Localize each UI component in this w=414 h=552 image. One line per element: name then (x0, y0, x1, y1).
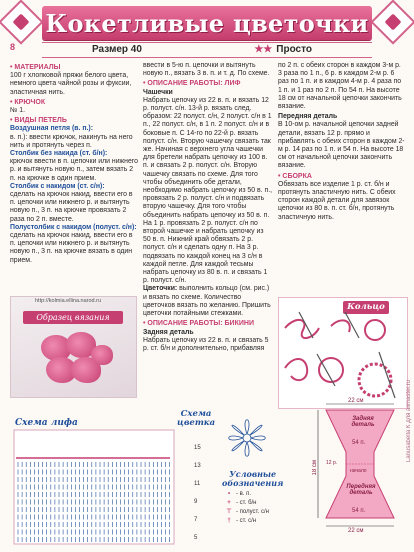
header (0, 0, 414, 62)
difficulty-label: Просто (276, 44, 312, 55)
assembly-text: Обвязать все изделие 1 р. ст. б/н и протянуть эластичную нить. С обеих сторон каждой детали для завязок цепочки из 80 в. п. ст. б/н, протянуть эластичную нить. (278, 180, 396, 221)
schema-cvetka-label (177, 410, 215, 428)
cups-title: Чашечки (143, 88, 173, 96)
size-label: Размер 40 (92, 44, 142, 55)
corner-ornament-left (0, 0, 44, 45)
row-number: 11 (194, 481, 201, 487)
legend-symbol: ⊤ (226, 509, 232, 515)
ring-step-3 (365, 320, 385, 340)
legend (222, 490, 269, 526)
legend-symbol: • (227, 491, 231, 497)
page-title: Кокетливые цветочки (45, 9, 369, 38)
legend-symbol: † (227, 518, 231, 524)
legend-item (222, 490, 269, 499)
cvetka-petal (251, 436, 265, 440)
cvetka-petal (245, 442, 249, 456)
info-bar (42, 42, 372, 58)
cvetka-petal (229, 436, 243, 440)
sc-title: Столбик без накида (ст. б/н): (10, 150, 108, 158)
intro-text: ввести в 5-ю п. цепочки и вытянуть новую п., вязать 3 в. п. и т. д. По схеме. (143, 62, 270, 78)
hook-title: • КРЮЧОК (10, 98, 46, 106)
back-text: Набрать цепочку из 22 в. п. и связать 5 р. ст. б/н и дополнительно, прибавляя (143, 336, 269, 352)
front-text: В 10-ом р. начальной цепочки задней детали, вязать 12 р. прямо и прибавлять с обеих сторон в каждом 2-м р. 14 раз по 1 п. и 54 п. На высоте 18 см от начальной цепочки закончить вязание. (278, 121, 405, 170)
legend-title-1: Условные (229, 469, 277, 479)
flowers-title: Цветочки: (143, 285, 178, 293)
column-1 (10, 62, 138, 265)
front-part-label: Передняя деталь (346, 484, 376, 496)
ring-step-4 (285, 359, 307, 380)
schema-cvetka-drawing (212, 405, 282, 471)
hook-text: № 1. (10, 107, 26, 115)
materials-text: 100 г хлопковой пряжи белого цвета, немного цвета чайной розы и фуксии, эластичная нить. (10, 72, 132, 96)
back-title: Задняя деталь (143, 328, 194, 336)
ring-label: Кольцо (343, 301, 389, 314)
schema-cvetka-label-2: цветка (177, 418, 216, 428)
cups-text: Набрать цепочку из 22 в. п. и вязать 12 р. полуст. с/н. 13-й р. вязать след. образом: 22 полуст. с/н, 2 полуст. с/н в 1 п., 22 полуст. с/н, в 1 п. 2 полуст. с/н и в боковые п. С 14-го по 22-й р. вязать полуст. с/н. Вторую чашечку связать так же. Начиная с верхнего угла чашечки для бретели набрать цепочку из 100 в. п. и связать 2 р. полуст. с/н. Вторую чашечку связать по схеме. Для того чтобы объединить обе детали, необходимо набрать цепочку из 50 в. п., провязать 2 р. полуст. с/н и подвязать вторую чашечку. Для того чтобы объединить набрать цепочку из 50 в. п. На 1 р. провязать 2 р. полуст. с/н по второй чашечке и набрать цепочку из 50 в. п. Нижний край обвязать 2 р. полуст. с/н и сделать одну п. На 3 р. подвязать по каждой конец на 3 с/н в каждой петле. Для каждой тесьмы набрать цепочку из 80 в. п. и связать 1 р. полуст. с/н. (143, 96, 273, 285)
page-number: 8 (10, 42, 16, 52)
row-number: 9 (194, 499, 198, 505)
side-left-label: 12 р. (326, 460, 338, 466)
legend-item (222, 508, 269, 517)
row-number: 13 (194, 463, 201, 469)
front-title: Передняя деталь (278, 113, 338, 121)
col3-text: по 2 п. с обеих сторон в каждом 3-м р. 3 раза по 1 п., 6 р. в каждом 2-м р. 6 раз по 1 п. и в каждом 4-м р. 4 раза по 1 п. и 1 раз по 2 п. По 54 п. На высоте 18 см от начальной цепочки закончить вязание. (278, 62, 402, 111)
schema-lifa-label: Схема лифа (15, 418, 78, 428)
row-numbers (194, 439, 201, 547)
hdc-title: Полустолбик с накидом (полуст. с/н): (10, 223, 137, 231)
legend-text: - ст. с/н (236, 518, 257, 524)
bottom-width-label: 22 см (348, 528, 364, 534)
legend-title-2: обозначения (222, 478, 284, 488)
schema-lifa-drawing (10, 428, 176, 546)
legend-text: - в. п. (236, 491, 252, 497)
column-2 (143, 62, 273, 353)
bikini-title: • ОПИСАНИЕ РАБОТЫ: БИКИНИ (143, 320, 254, 328)
legend-text: - полуст. с/н (236, 509, 269, 515)
back-size-label: 54 п. (352, 440, 366, 446)
title-band (42, 6, 372, 40)
dc-title: Столбик с накидом (ст. с/н): (10, 182, 105, 190)
legend-text: - ст. б/н (236, 500, 257, 506)
flower-petal (91, 345, 113, 365)
cvetka-petal (250, 441, 262, 451)
flowers-text: выполнить кольцо (см. рис.) и вязать по схеме. Количество цветочков вязать по желанию. Пришить цветочки потайными стежками. (143, 285, 271, 318)
cvetka-petal (232, 441, 244, 451)
cvetka-petal (245, 420, 249, 434)
row-number: 15 (194, 445, 201, 451)
difficulty (254, 44, 312, 55)
ring-step-1 (285, 320, 319, 338)
air-loop-text: в. п.): ввести крючок, накинуть на него нить и протянуть через п. (10, 133, 133, 149)
cvetka-petal (250, 425, 262, 435)
ring-step-2 (331, 320, 350, 332)
sc-text: крючок ввести в п. цепочки или нижнего р. и вытянуть новую п., затем вязать 2 п. на крючке в один прием. (10, 158, 139, 182)
hook-line (345, 312, 359, 338)
bikini-pattern (312, 390, 408, 540)
cvetka-center (243, 434, 251, 442)
row-number: 5 (194, 535, 198, 541)
top-width-label: 22 см (348, 398, 364, 404)
materials-title: • МАТЕРИАЛЫ (10, 64, 61, 71)
legend-symbol: + (227, 500, 231, 506)
cvetka-petal (232, 425, 244, 435)
photo-url: http://kolmia.ellina.narod.ru (35, 298, 102, 304)
watermark: Lanusabella К для alimaster.ru (406, 380, 412, 463)
dc-text: сделать на крючок накид, ввести его в п. цепочки или нижнего р. и вытянуть новую п., 3 п. на крючке провязать 2 раза по 2 п. вместе. (10, 191, 133, 223)
sample-photo (10, 296, 137, 398)
corner-ornament-right (370, 0, 414, 45)
schema-cvetka-label-1: Схема (180, 409, 212, 419)
work-title: • ОПИСАНИЕ РАБОТЫ: ЛИФ (143, 80, 241, 88)
legend-title (222, 470, 283, 488)
column-3 (278, 62, 406, 222)
air-loop-title: Воздушная петля (в. п.): (10, 125, 94, 133)
back-part-label: Задняя деталь (351, 416, 375, 428)
hdc-text: сделать на крючок накид, ввести его в п. цепочки или нижнего р. и вытянуть новую п., 3 п. на крючке вязать в один прием. (10, 232, 133, 264)
legend-item (222, 517, 269, 526)
height-label: 18 см (312, 460, 318, 476)
front-size-label: 54 п. (352, 508, 366, 514)
legend-item (222, 499, 269, 508)
photo-caption: Образец вязания (23, 311, 123, 324)
row-number: 7 (194, 517, 198, 523)
difficulty-stars: ★★ (254, 44, 273, 55)
loops-title: • ВИДЫ ПЕТЕЛЬ (10, 117, 67, 125)
side-mid-label: начало (350, 468, 367, 474)
assembly-title: • СБОРКА (278, 172, 312, 180)
